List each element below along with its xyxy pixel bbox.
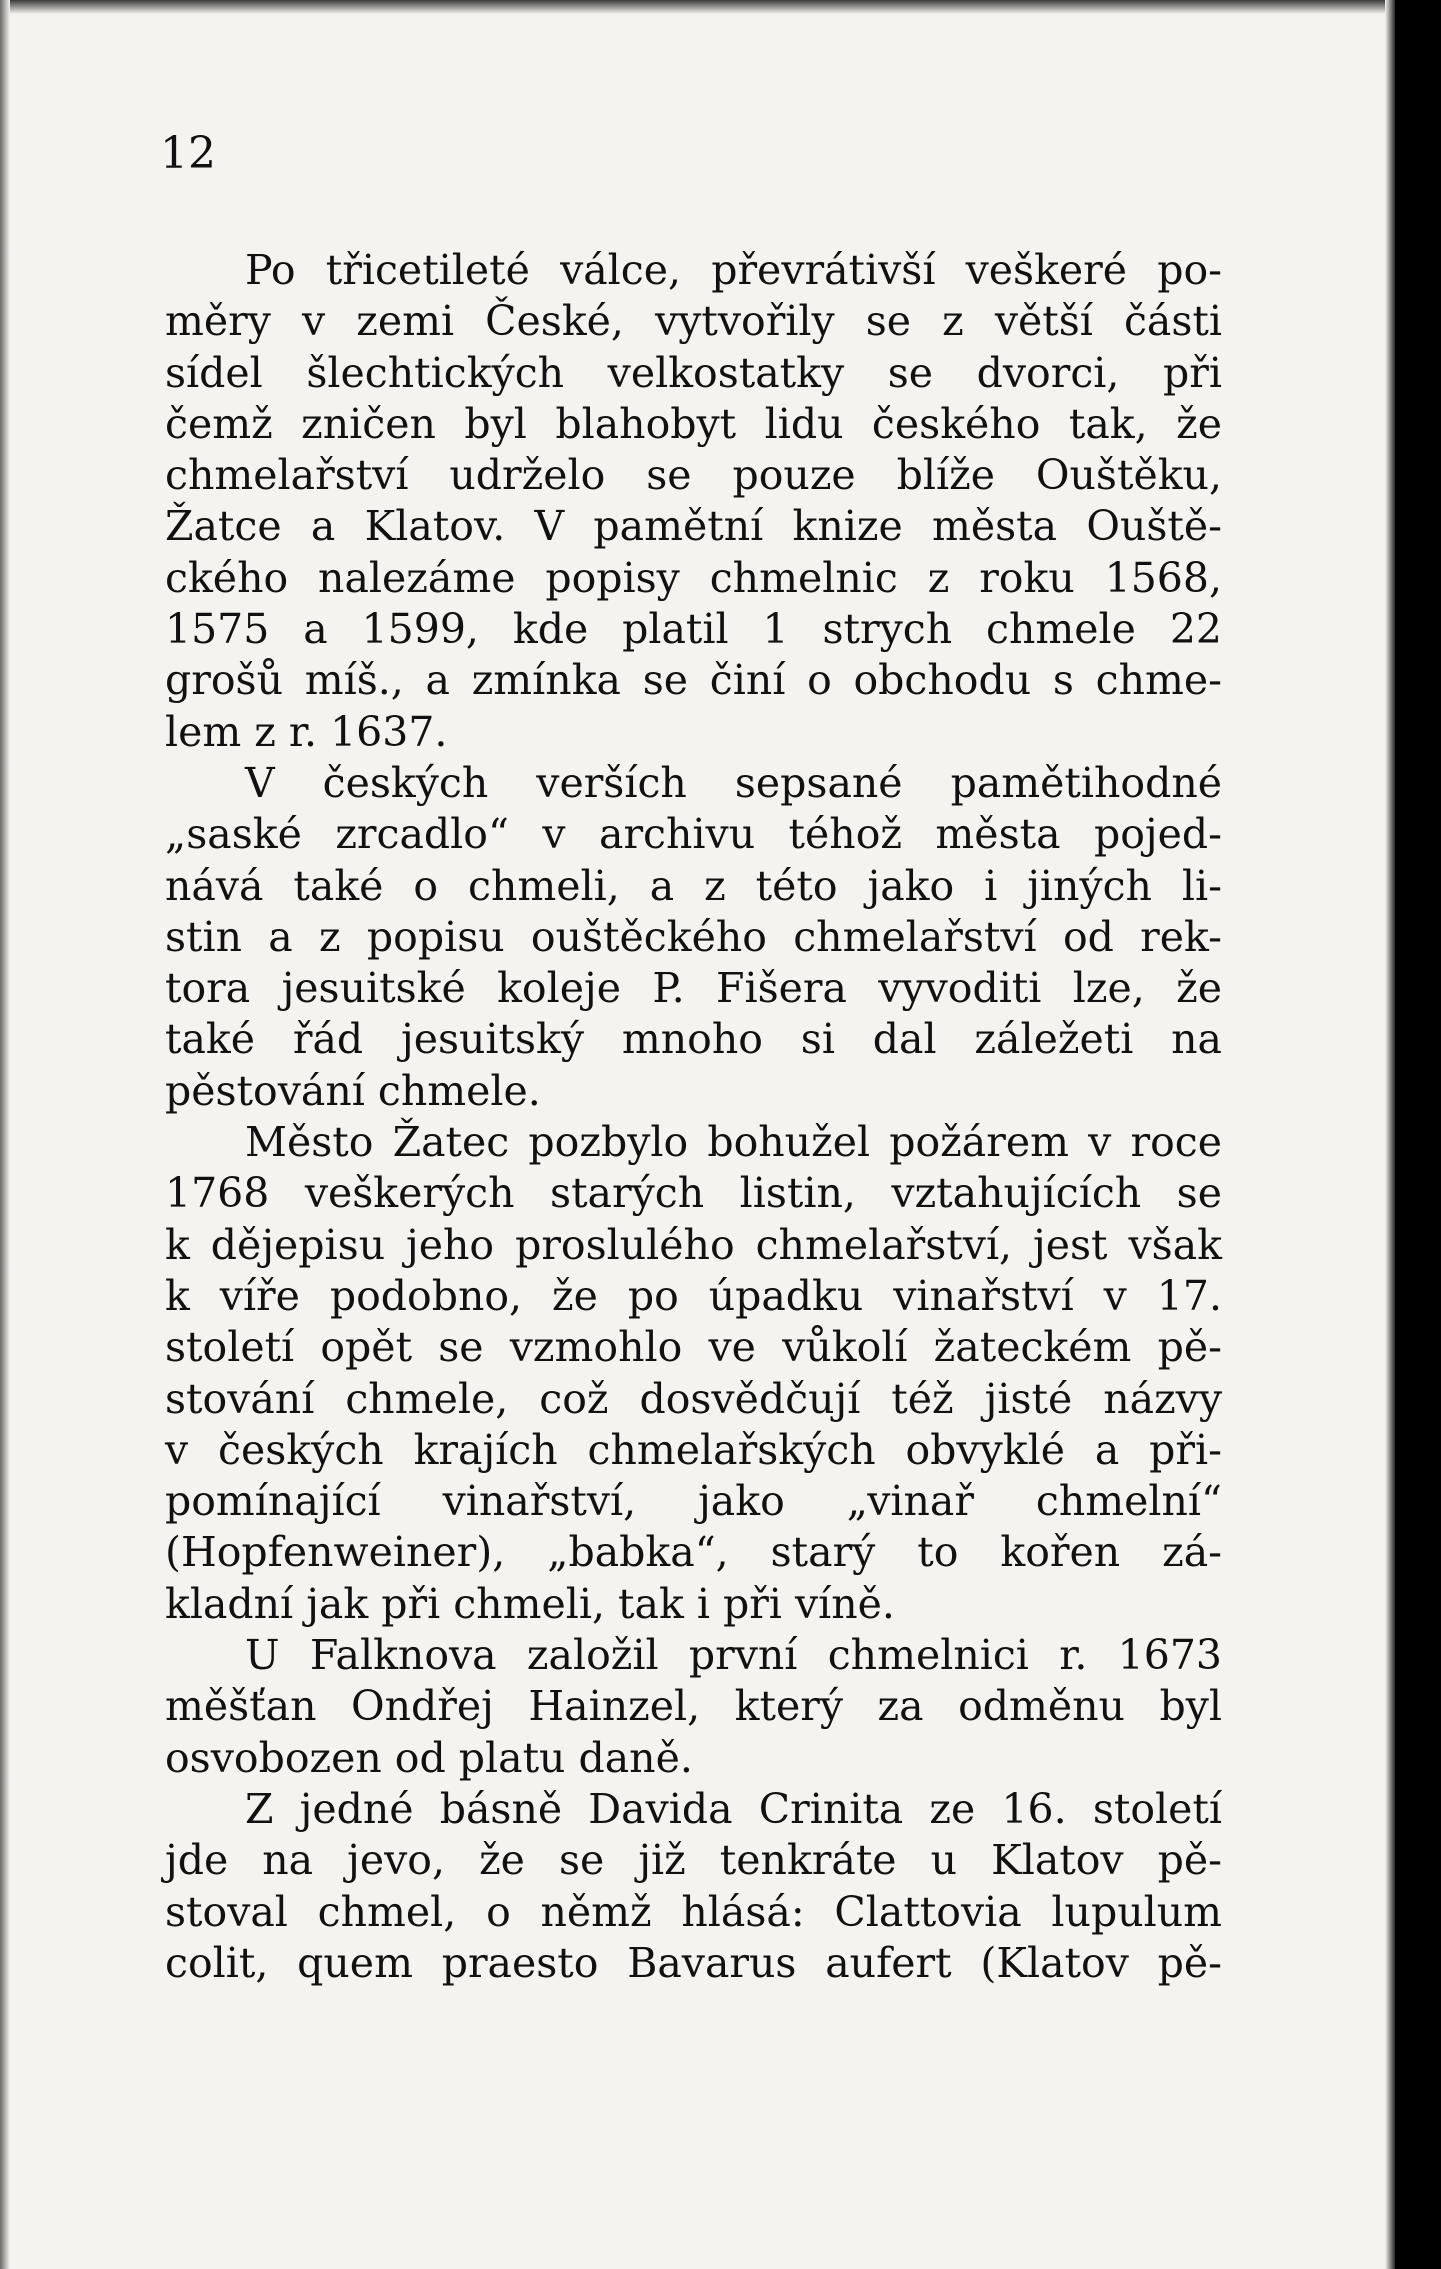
text-line: Po třicetileté válce, převrátivší veškeré po- [245,246,1222,294]
text-line: (Hopfenweiner), „babka“, starý to kořen zá- [165,1528,1222,1577]
text-line: stoval chmel, o němž hlásá: Clattovia lupulum [165,1887,1222,1936]
text-line: 1575 a 1599, kde platil 1 strych chmele 22 [165,605,1222,654]
text-line: v českých krajích chmelařských obvyklé a při- [165,1425,1222,1474]
body-text [165,245,1222,1989]
text-line: stování chmele, což dosvědčují též jisté názvy [165,1374,1222,1423]
text-line: také řád jesuitský mnoho si dal záležeti na [165,1015,1222,1064]
text-line: Žatce a Klatov. V pamětní knize města Ouště- [165,502,1222,551]
text-line: grošů míš., a zmínka se činí o obchodu s chme- [165,656,1222,705]
page-top-edge-shadow [0,0,1395,14]
text-line: čemž zničen byl blahobyt lidu českého tak, že [165,399,1222,448]
text-line: Z jedné básně Davida Crinita ze 16. století [245,1784,1222,1833]
text-line: měry v zemi České, vytvořily se z větší části [165,297,1222,346]
text-line: lem z r. 1637. [165,707,448,756]
text-line: 1768 veškerých starých listin, vztahujících se [165,1169,1222,1218]
text-line: osvobozen od platu daně. [165,1733,693,1782]
text-line: chmelařství udrželo se pouze blíže Ouštěku, [165,451,1222,500]
text-line: století opět se vzmohlo ve vůkolí žateckém pě- [165,1323,1222,1372]
text-line: „saské zrcadlo“ v archivu téhož města pojed- [165,810,1222,859]
text-line: ckého nalezáme popisy chmelnic z roku 1568, [165,553,1222,602]
text-line: V českých verších sepsané pamětihodné [245,758,1222,807]
text-line: sídel šlechtických velkostatky se dvorci, při [165,348,1222,397]
text-line: jde na jevo, že se již tenkráte u Klatov pě- [165,1836,1222,1885]
text-line: colit, quem praesto Bavarus aufert (Klatov pě- [165,1938,1222,1987]
text-line: stin a z popisu ouštěckého chmelařství od rek- [165,912,1222,961]
text-line: Město Žatec pozbylo bohužel požárem v roce [245,1118,1222,1167]
page-number: 12 [160,128,216,179]
page-left-edge-shadow [0,0,10,2269]
text-line: tora jesuitské koleje P. Fišera vyvoditi lze, že [165,964,1222,1013]
text-line: měšťan Ondřej Hainzel, který za odměnu byl [165,1682,1222,1731]
text-line: pěstování chmele. [165,1066,541,1115]
text-line: k dějepisu jeho proslulého chmelařství, jest však [165,1220,1222,1269]
text-line: kladní jak při chmeli, tak i při víně. [165,1579,895,1628]
text-line: nává také o chmeli, a z této jako i jiných li- [165,861,1222,910]
text-line: pomínající vinařství, jako „vinař chmelní“ [165,1477,1222,1526]
page-right-edge-shadow [1385,0,1395,2269]
text-line: k víře podobno, že po úpadku vinařství v 17. [165,1271,1222,1320]
text-line: U Falknova založil první chmelnici r. 1673 [245,1631,1222,1680]
